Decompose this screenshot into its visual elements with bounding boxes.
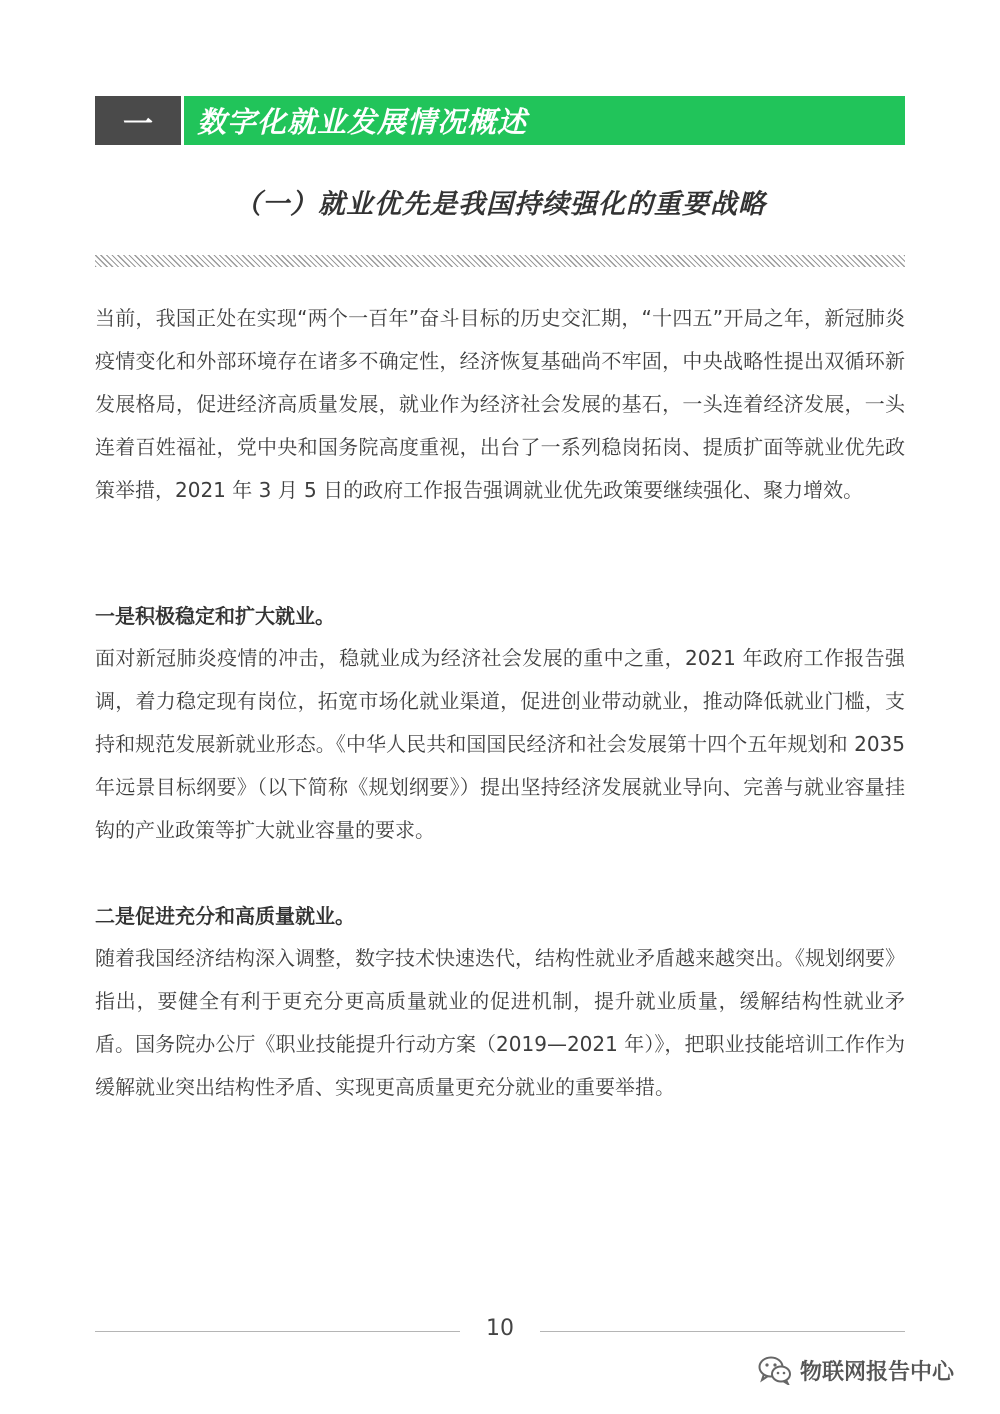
watermark bbox=[758, 1350, 954, 1390]
point-body-1: 面对新冠肺炎疫情的冲击，稳就业成为经济社会发展的重中之重，2021 年政府工作报告强调，着力稳定现有岗位，拓宽市场化就业渠道，促进创业带动就业，推动降低就业门槛，支持和规范发展新就业形态。《中华人民共和国国民经济和社会发展第十四个五年规划和 2035 年远景目标纲要》（以下简称《规划纲要》）提出坚持经济发展就业导向、完善与就业容量挂钩的产业政策等扩大就业容量的要求。 bbox=[95, 646, 905, 842]
wechat-icon bbox=[758, 1355, 792, 1385]
page-number: 10 bbox=[486, 1316, 514, 1341]
point-heading-2: 二是促进充分和高质量就业。 bbox=[95, 904, 355, 928]
point-body-2: 随着我国经济结构深入调整，数字技术快速迭代，结构性就业矛盾越来越突出。《规划纲要》指出，要健全有利于更充分更高质量就业的促进机制，提升就业质量，缓解结构性就业矛盾。国务院办公厅《职业技能提升行动方案（2019—2021 年）》，把职业技能培训工作作为缓解就业突出结构性矛盾、实现更高质量更充分就业的重要举措。 bbox=[95, 946, 905, 1099]
intro-paragraph: 当前，我国正处在实现“两个一百年”奋斗目标的历史交汇期，“十四五”开局之年，新冠肺炎疫情变化和外部环境存在诸多不确定性，经济恢复基础尚不牢固，中央战略性提出双循环新发展格局，促进经济高质量发展，就业作为经济社会发展的基石，一头连着经济发展，一头连着百姓福祉，党中央和国务院高度重视，出台了一系列稳岗拓岗、提质扩面等就业优先政策举措，2021 年 3 月 5 日的政府工作报告强调就业优先政策要继续强化、聚力增效。 bbox=[95, 306, 905, 502]
section-number: 一 bbox=[95, 96, 181, 145]
footer-line-right bbox=[540, 1331, 905, 1332]
hatch-divider bbox=[95, 255, 905, 267]
point-heading-1: 一是积极稳定和扩大就业。 bbox=[95, 604, 335, 628]
subsection-title: （一）就业优先是我国持续强化的重要战略 bbox=[234, 189, 766, 220]
footer-line-left bbox=[95, 1331, 460, 1332]
section-banner bbox=[95, 96, 905, 145]
section-title: 数字化就业发展情况概述 bbox=[184, 96, 905, 145]
watermark-text: 物联网报告中心 bbox=[800, 1359, 955, 1385]
